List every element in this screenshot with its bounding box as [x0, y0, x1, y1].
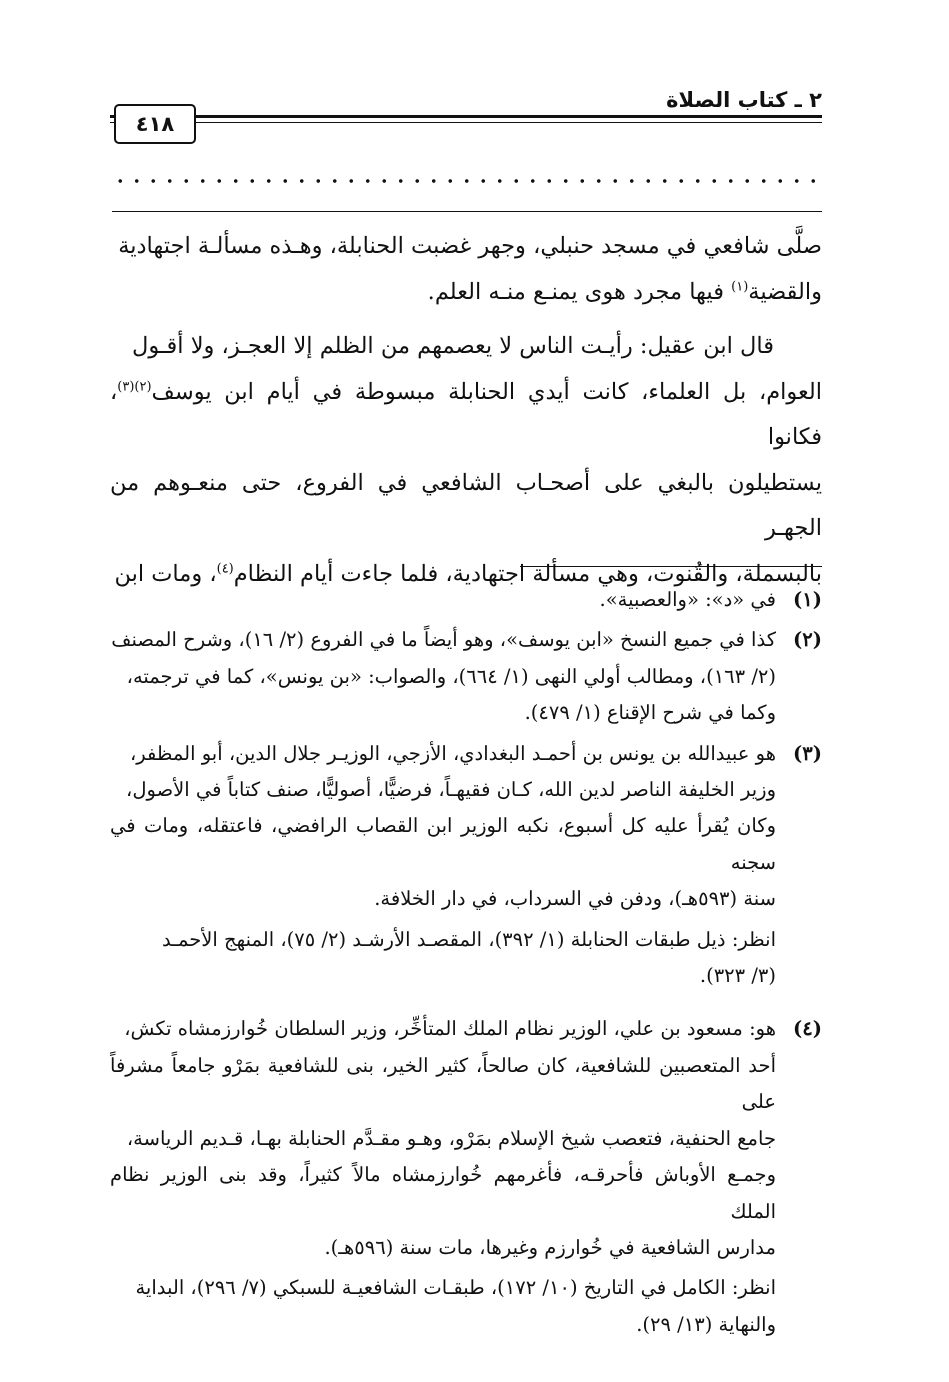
text-line: في «د»: «والعصبية».: [599, 588, 776, 611]
text-line: يستطيلون بالبغي على أصحـاب الشافعي في الفروع، حتى منعـوهم من الجهـر: [110, 469, 822, 541]
text-line: العوام، بل العلماء، كانت أيدي الحنابلة مبسوطة في أيام ابن يوسف: [151, 378, 822, 405]
footnote-text: [110, 622, 776, 731]
main-paragraph: [110, 224, 822, 315]
main-text: [110, 224, 822, 597]
text-line: انظر: الكامل في التاريخ (١٠/ ١٧٢)، طبقـات الشافعيـة للسبكي (٧/ ٢٩٦)، البداية: [135, 1276, 776, 1300]
footnote-number: (١): [793, 588, 822, 611]
text-line: (٣/ ٣٢٣).: [699, 964, 776, 988]
text-line: جامع الحنفية، فتعصب شيخ الإسلام بمَرْو، وهـو مقـدَّم الحنابلة بهـا، قـديم الرياسة،: [126, 1126, 776, 1150]
text-line: بالبسملة، والقُنوت، وهي مسألة اجتهادية، فلما جاءت أيام النظام: [233, 560, 822, 587]
running-header: [110, 82, 822, 152]
footnote-2: [110, 622, 822, 731]
header-rule-thick: [110, 115, 822, 118]
header-rule-thin: [110, 122, 822, 123]
text-top-rule: [112, 211, 822, 212]
footnote-body: [110, 736, 776, 995]
text-line: صلَّى شافعي في مسجد حنبلي، وجهر غضبت الحنابلة، وهـذه مسألـة اجتهادية: [118, 233, 822, 259]
footnote-marker: (٤): [216, 561, 234, 576]
footnote-text: [110, 736, 776, 918]
footnote-reference: [110, 1270, 776, 1343]
text-line: وزير الخليفة الناصر لدين الله، كـان فقيهـاً، فرضيًّا، أصوليًّا، صنف كتاباً في الأصول،: [126, 778, 776, 802]
text-line: وكما في شرح الإقناع (١/ ٤٧٩).: [524, 701, 776, 725]
text-line: (٢/ ١٦٣)، ومطالب أولي النهى (١/ ٦٦٤)، والصواب: «بن يونس»، كما في ترجمته،: [126, 664, 776, 688]
footnote-4: [110, 1011, 822, 1343]
footnote-number: (٢): [793, 628, 822, 652]
text-line: قال ابن عقيل: رأيـت الناس لا يعصمهم من الظلم إلا العجـز، ولا أقـول: [131, 333, 774, 359]
dotted-separator: [112, 176, 820, 186]
text-line: أحد المتعصبين للشافعية، كان صالحاً، كثير الخير، بنى للشافعية بمَرْو جامعاً مشرفاً على: [110, 1053, 776, 1114]
chapter-title: ٢ ـ كتاب الصلاة: [666, 88, 822, 112]
footnote-marker: (١): [731, 279, 749, 294]
footnotes: [110, 582, 822, 1343]
footnote-marker: (٢)(٣): [117, 379, 152, 394]
footnote-rule: [520, 566, 822, 567]
text-line: فيها مجرد هوى يمنـع منـه العلم.: [427, 278, 732, 305]
footnote-number: (٣): [793, 741, 822, 765]
main-paragraph: [110, 324, 822, 597]
footnote-body: [110, 622, 776, 731]
text-line: سنة (٥٩٣هـ)، ودفن في السرداب، في دار الخلافة.: [374, 887, 776, 911]
footnote-number: (٤): [793, 1017, 822, 1041]
text-line: والنهاية (١٣/ ٢٩).: [636, 1312, 776, 1336]
text-line: ، ومات ابن: [114, 560, 217, 587]
footnote-reference: [110, 922, 776, 995]
text-line: مدارس الشافعية في خُوارزم وغيرها، مات سنة (٥٩٦هـ).: [324, 1235, 776, 1259]
text-line: والقضية: [748, 278, 822, 305]
text-line: هو: مسعود بن علي، الوزير نظام الملك المتأخِّر، وزير السلطان خُوارزمشاه تكش،: [124, 1017, 776, 1041]
text-line: ، فكانوا: [110, 378, 822, 450]
text-line: وكان يُقرأ عليه كل أسبوع، نكبه الوزير ابن القصاب الرافضي، فاعتقله، ومات في سجنه: [110, 814, 776, 874]
footnote-body: [110, 1011, 776, 1343]
text-line: وجمـع الأوباش فأحرقـه، فأغرمهم خُوارزمشاه مالاً كثيراً، وقد بنى الوزير نظام الملك: [110, 1163, 777, 1223]
footnote-text: [110, 1011, 776, 1266]
text-line: كذا في جميع النسخ «ابن يوسف»، وهو أيضاً ما في الفروع (٢/ ١٦)، وشرح المصنف: [111, 628, 776, 652]
page-number: ٤١٨: [114, 104, 196, 144]
footnote-1: [110, 582, 822, 618]
text-line: انظر: ذيل طبقات الحنابلة (١/ ٣٩٢)، المقصـد الأرشـد (٢/ ٧٥)، المنهج الأحمـد: [162, 927, 776, 951]
text-line: هو عبيدالله بن يونس بن أحمـد البغدادي، الأزجي، الوزيـر جلال الدين، أبو المظفر،: [129, 741, 776, 765]
footnote-3: [110, 736, 822, 995]
footnote-text: [110, 582, 776, 618]
footnote-body: [110, 582, 776, 618]
